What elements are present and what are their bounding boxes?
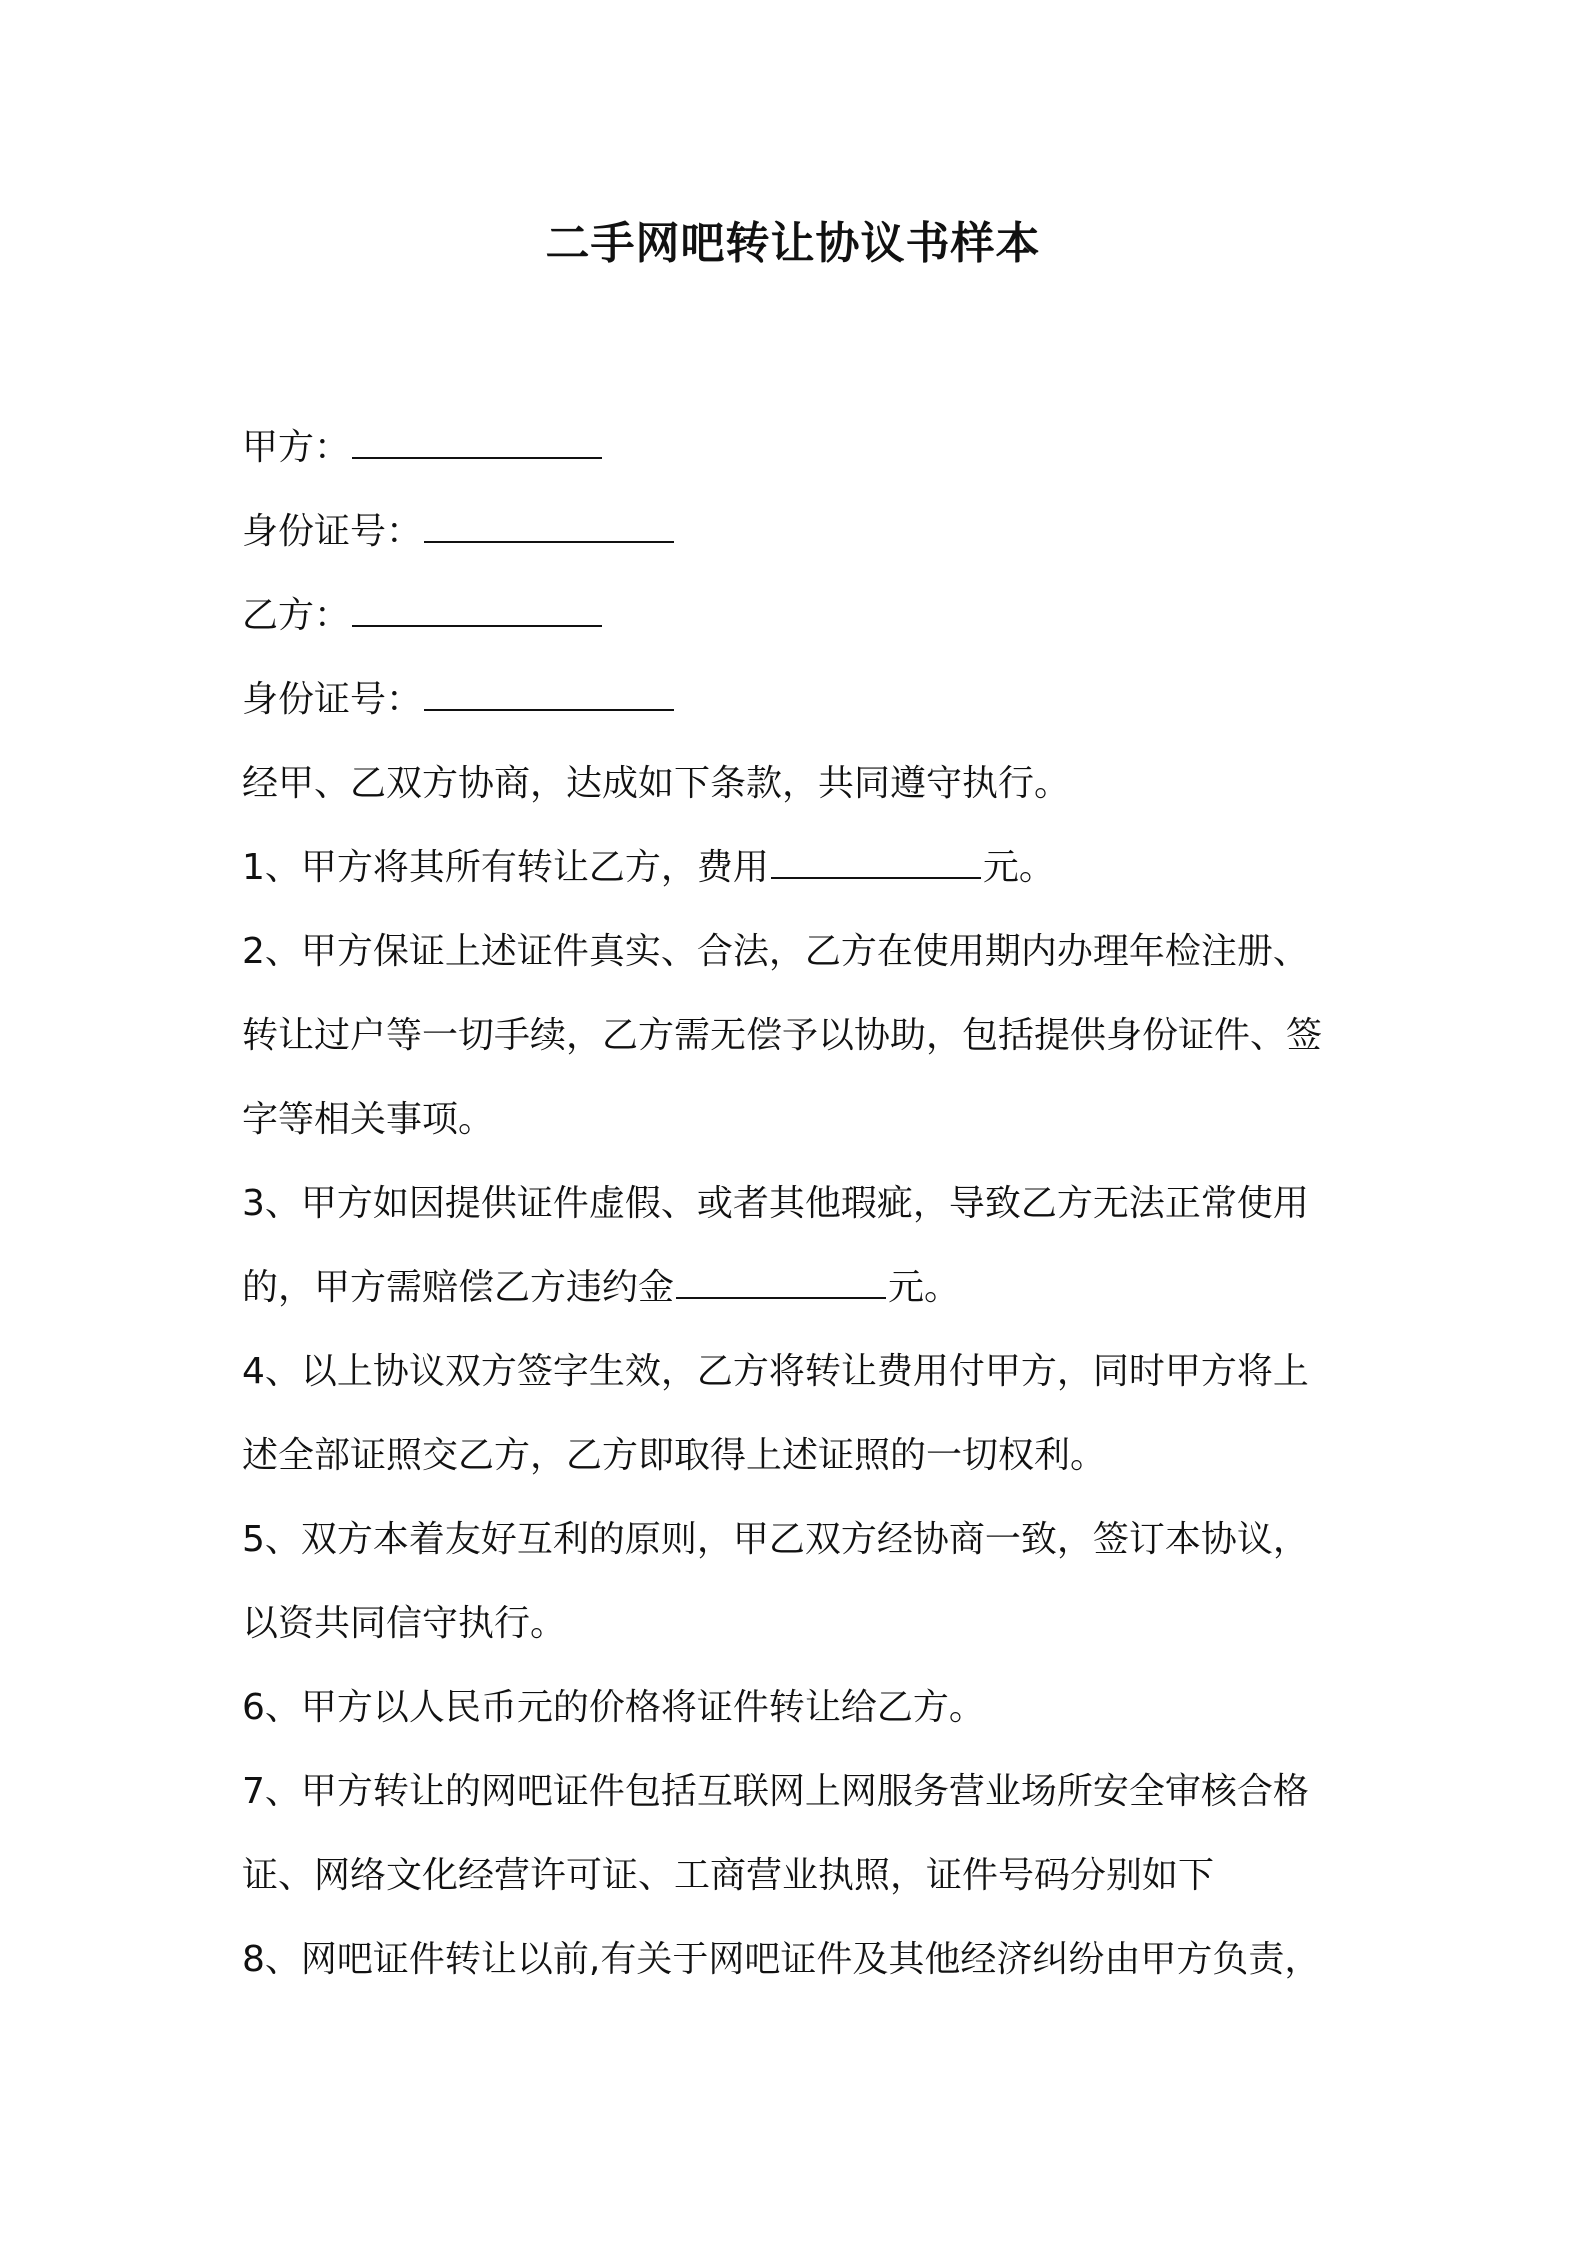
clause-7-line-1: 7、甲方转让的网吧证件包括互联网上网服务营业场所安全审核合格: [242, 1771, 1309, 1812]
party-a-id-label: 身份证号：: [242, 511, 423, 552]
clause-5-line-2: 以资共同信守执行。: [242, 1603, 567, 1644]
party-a-line: [242, 406, 1362, 490]
clause-7-line-2: 证、网络文化经营许可证、工商营业执照，证件号码分别如下: [242, 1855, 1215, 1896]
clause-4-line-2: 述全部证照交乙方，乙方即取得上述证照的一切权利。: [242, 1435, 1107, 1476]
clause-1-text: 1、甲方将其所有转让乙方，费用: [242, 847, 769, 888]
party-b-id-blank: [424, 679, 674, 711]
party-b-blank: [352, 595, 602, 627]
document-body: [242, 406, 1362, 2002]
clause-2-line-1: 2、甲方保证上述证件真实、合法，乙方在使用期内办理年检注册、: [242, 931, 1309, 972]
document-title: 二手网吧转让协议书样本: [545, 218, 1041, 269]
clause-5-line-1: 5、双方本着友好互利的原则，甲乙双方经协商一致，签订本协议，: [242, 1519, 1309, 1560]
clause-8-line-1: 8、网吧证件转让以前,有关于网吧证件及其他经济纠纷由甲方负责，: [242, 1939, 1321, 1980]
intro-paragraph: 经甲、乙双方协商，达成如下条款，共同遵守执行。: [242, 763, 1071, 804]
clause-3-unit: 元。: [888, 1267, 961, 1308]
party-a-id-blank: [424, 511, 674, 543]
clause-3-line-1: 3、甲方如因提供证件虚假、或者其他瑕疵，导致乙方无法正常使用: [242, 1183, 1309, 1224]
clause-3-line-2: [242, 1246, 1362, 1330]
clause-1: [242, 826, 1362, 910]
party-b-id-label: 身份证号：: [242, 679, 423, 720]
penalty-blank: [676, 1267, 886, 1299]
party-a-blank: [352, 427, 602, 459]
party-a-label: 甲方：: [242, 427, 351, 468]
party-a-id-line: [242, 490, 1362, 574]
party-b-line: [242, 574, 1362, 658]
fee-blank: [771, 847, 981, 879]
clause-2-line-2: 转让过户等一切手续，乙方需无偿予以协助，包括提供身份证件、签: [242, 1015, 1323, 1056]
clause-4-line-1: 4、以上协议双方签字生效，乙方将转让费用付甲方，同时甲方将上: [242, 1351, 1309, 1392]
clause-3-text: 的，甲方需赔偿乙方违约金: [242, 1267, 675, 1308]
clause-2-line-3: 字等相关事项。: [242, 1099, 495, 1140]
clause-6-line-1: 6、甲方以人民币元的价格将证件转让给乙方。: [242, 1687, 985, 1728]
party-b-label: 乙方：: [242, 595, 351, 636]
party-b-id-line: [242, 658, 1362, 742]
clause-1-unit: 元。: [982, 847, 1055, 888]
